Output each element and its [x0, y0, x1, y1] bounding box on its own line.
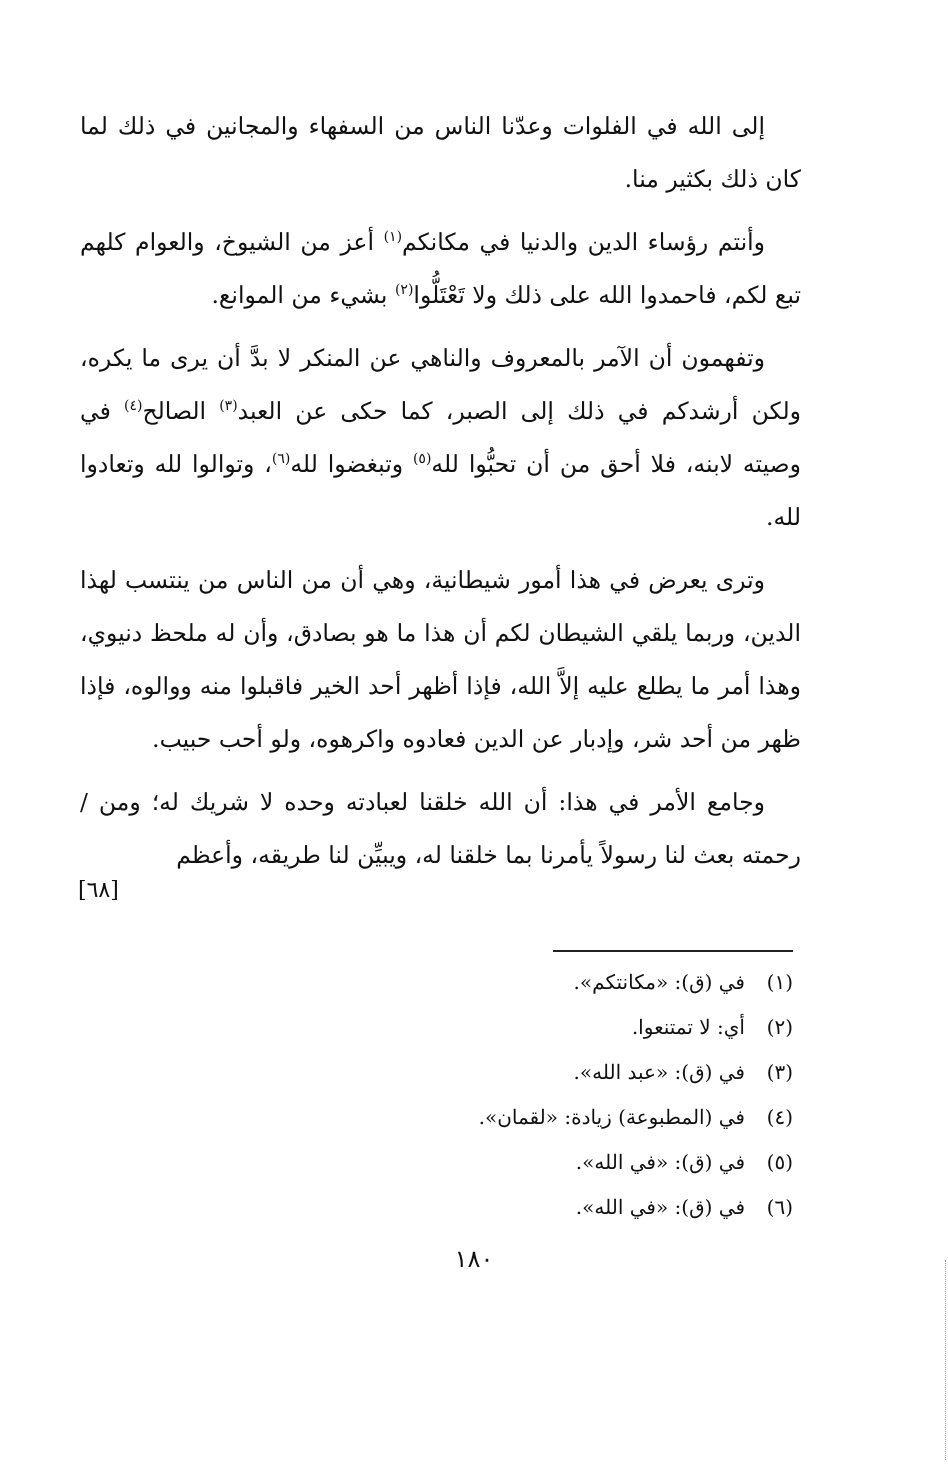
footnote — [233, 1050, 793, 1095]
page-number: ١٨٠ — [454, 1245, 494, 1273]
paragraph-text: وترى يعرض في هذا أمور شيطانية، وهي أن من الناس من ينتسب لهذا الدين، وربما يلقي الشيطان لكم أن هذا ما هو بصادق، وأن له ملحظ دنيوي، وهذا أمر ما يطلع عليه إلاَّ الله، فإذا أظهر أحد الخير فاقبلوا منه ووالوه، فإذا ظهر من أحد شر، وإدبار عن الدين فعادوه واكرهوه، ولو أحب حبيب. — [80, 566, 801, 753]
footnote — [233, 1095, 793, 1140]
paragraph-1 — [80, 100, 801, 206]
paragraph-text: وتفهمون أن الآمر بالمعروف والناهي عن المنكر لا بدَّ أن يرى ما يكره، ولكن أرشدكم في ذلك إلى الصبر، كما حكى عن العبد — [80, 344, 801, 425]
footnote-divider — [553, 950, 793, 952]
paragraph-text: إلى الله في الفلوات وعدّنا الناس من السفهاء والمجانين في ذلك لما كان ذلك بكثير منا. — [80, 112, 801, 193]
paragraph-text: الصالح — [142, 397, 220, 425]
footnote-number: (٦) — [766, 1195, 793, 1219]
footnotes-list — [233, 960, 793, 1230]
paragraph-text: بشيء من الموانع. — [211, 281, 395, 309]
footnote — [233, 1005, 793, 1050]
footnote-text: في (ق): «في الله». — [575, 1195, 745, 1219]
paragraph-text: ، وتوالوا لله وتعادوا لله. — [80, 450, 801, 531]
footnote-ref: (٤) — [124, 398, 143, 415]
footnote-ref: (٦) — [271, 451, 291, 468]
footnote-number: (٢) — [766, 1015, 793, 1039]
footnote-ref: (٢) — [394, 282, 414, 299]
footnote-ref: (١) — [383, 229, 403, 246]
footnote-text: في (ق): «في الله». — [575, 1150, 745, 1174]
scan-edge-mark — [943, 1260, 946, 1460]
paragraph-text: في وصيته لابنه، فلا أحق من أن تحبُّوا لله — [80, 397, 801, 478]
footnote-number: (١) — [766, 970, 793, 994]
footnote-number: (٣) — [766, 1060, 793, 1084]
footnote-text: أي: لا تمتنعوا. — [631, 1015, 745, 1039]
paragraph-text: أعز من الشيوخ، والعوام كلهم تبع لكم، فاحمدوا الله على ذلك ولا تَعْتَلُّوا — [80, 228, 801, 309]
footnote-number: (٤) — [766, 1105, 793, 1129]
footnote-text: في (المطبوعة) زيادة: «لقمان». — [478, 1105, 745, 1129]
footnote-text: في (ق): «مكانتكم». — [573, 970, 745, 994]
paragraph-text: وأنتم رؤساء الدين والدنيا في مكانكم — [402, 228, 765, 256]
paragraph-3 — [80, 332, 801, 544]
footnote — [233, 1140, 793, 1185]
paragraph-2 — [80, 216, 801, 322]
body-text — [80, 100, 801, 882]
footnote-text: في (ق): «عبد الله». — [573, 1060, 745, 1084]
paragraph-4 — [80, 554, 801, 766]
footnote — [233, 1185, 793, 1230]
footnote-ref: (٥) — [412, 451, 432, 468]
footnote-number: (٥) — [766, 1150, 793, 1174]
paragraph-5 — [80, 776, 801, 882]
margin-page-marker: [٦٨] — [78, 878, 119, 903]
footnote-ref: (٣) — [219, 398, 238, 415]
paragraph-text: وتبغضوا لله — [290, 450, 413, 478]
paragraph-text: وجامع الأمر في هذا: أن الله خلقنا لعبادته وحده لا شريك له؛ ومن /رحمته بعث لنا رسولاً يأمرنا بما خلقنا له، ويبيِّن لنا طريقه، وأعظم — [80, 788, 801, 869]
footnote — [233, 960, 793, 1005]
